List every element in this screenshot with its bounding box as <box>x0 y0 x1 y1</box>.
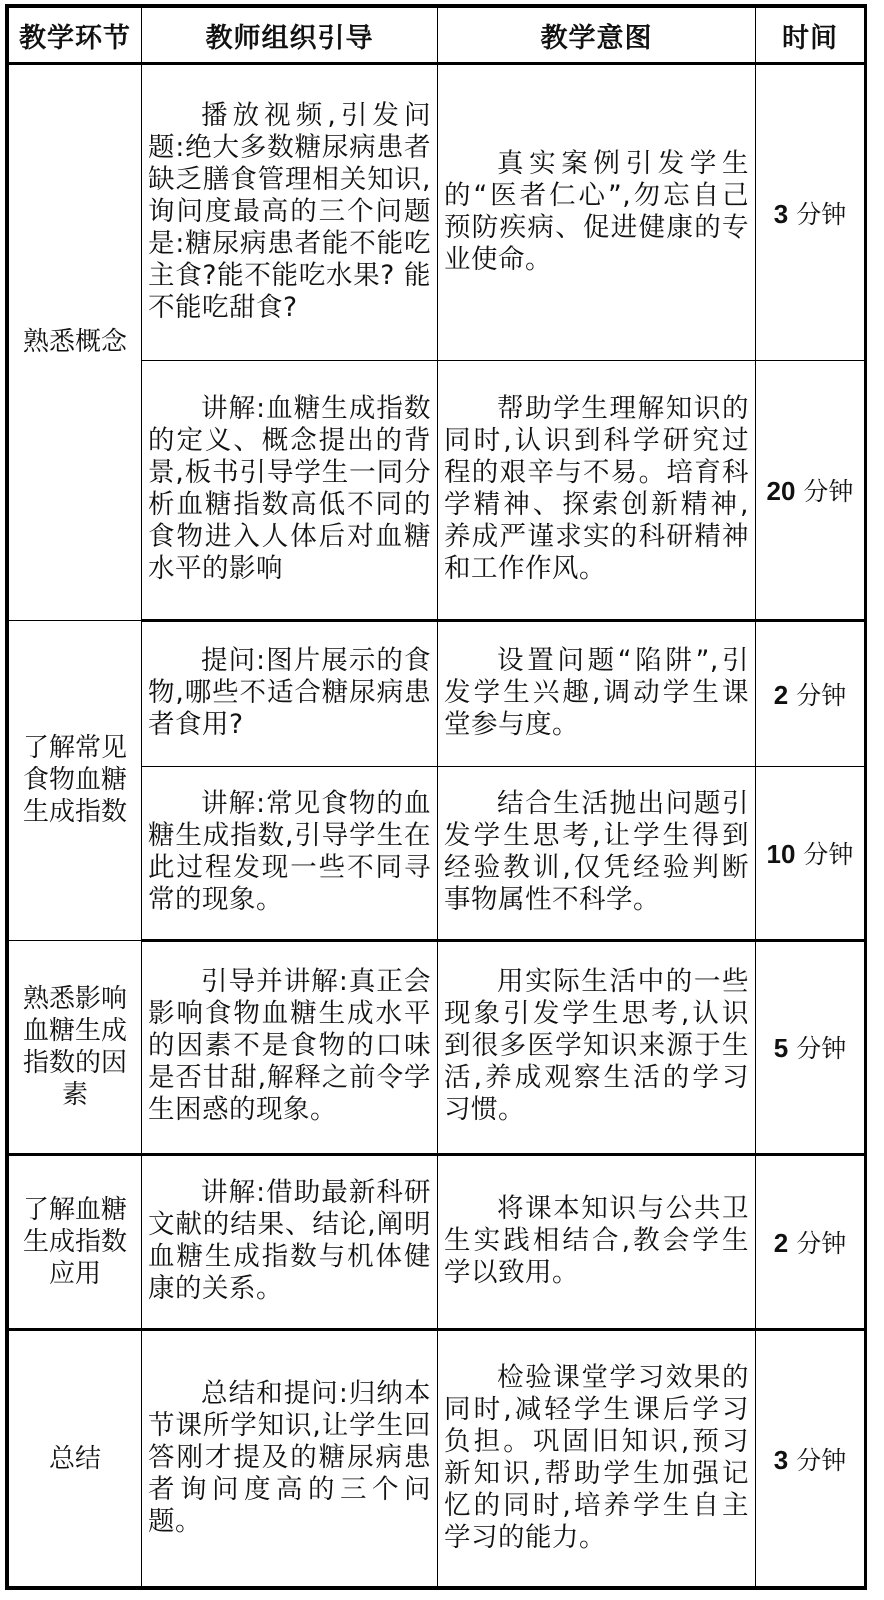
time-cell <box>756 1155 865 1330</box>
teaching-intent-cell: 结合生活抛出问题引发学生思考,让学生得到经验教训,仅凭经验判断事物属性不科学。 <box>438 767 756 940</box>
teaching-intent-cell: 帮助学生理解知识的同时,认识到科学研究过程的艰辛与不易。培育科学精神、探索创新精神,养成严谨求实的科研精神和工作作风。 <box>438 361 756 621</box>
teacher-guidance-cell: 提问:图片展示的食物,哪些不适合糖尿病患者食用? <box>142 620 438 767</box>
stage-cell: 了解常见食物血糖生成指数 <box>9 620 142 940</box>
time-unit: 分钟 <box>796 199 847 229</box>
time-number: 5 <box>773 1033 789 1064</box>
time-unit: 分钟 <box>796 1229 847 1259</box>
time-cell <box>756 767 865 940</box>
lesson-plan-table-frame <box>5 4 867 1590</box>
stage-cell: 熟悉概念 <box>9 64 142 621</box>
header-teaching-intent: 教学意图 <box>438 8 756 64</box>
time-unit: 分钟 <box>796 1034 847 1064</box>
table-row <box>9 1155 865 1330</box>
teacher-guidance-cell: 讲解:常见食物的血糖生成指数,引导学生在此过程发现一些不同寻常的现象。 <box>142 767 438 940</box>
time-number: 2 <box>773 680 789 711</box>
time-cell <box>756 620 865 767</box>
time-number: 3 <box>773 198 789 229</box>
time-unit: 分钟 <box>803 477 854 507</box>
stage-cell: 熟悉影响血糖生成指数的因素 <box>9 940 142 1155</box>
time-number: 20 <box>766 476 796 507</box>
table-row <box>9 940 865 1155</box>
teacher-guidance-cell: 讲解:借助最新科研文献的结果、结论,阐明血糖生成指数与机体健康的关系。 <box>142 1155 438 1330</box>
time-cell <box>756 940 865 1155</box>
teaching-intent-cell: 检验课堂学习效果的同时,减轻学生课后学习负担。巩固旧知识,预习新知识,帮助学生加强记忆的同时,培养学生自主学习的能力。 <box>438 1330 756 1587</box>
time-unit: 分钟 <box>796 681 847 711</box>
time-number: 10 <box>766 838 796 869</box>
teaching-intent-cell: 真实案例引发学生的“医者仁心”,勿忘自己预防疾病、促进健康的专业使命。 <box>438 64 756 361</box>
header-time: 时间 <box>756 8 865 64</box>
table-row <box>9 620 865 767</box>
table-header-row <box>9 8 865 64</box>
time-unit: 分钟 <box>796 1445 847 1475</box>
teacher-guidance-cell: 播放视频,引发问题:绝大多数糖尿病患者缺乏膳食管理相关知识,询问度最高的三个问题是:糖尿病患者能不能吃主食?能不能吃水果? 能不能吃甜食? <box>142 64 438 361</box>
time-number: 3 <box>773 1444 789 1475</box>
time-unit: 分钟 <box>803 839 854 869</box>
header-teacher-guidance: 教师组织引导 <box>142 8 438 64</box>
table-row <box>9 1330 865 1587</box>
table-row <box>9 64 865 361</box>
teaching-intent-cell: 用实际生活中的一些现象引发学生思考,认识到很多医学知识来源于生活,养成观察生活的学习习惯。 <box>438 940 756 1155</box>
time-cell <box>756 64 865 361</box>
time-cell <box>756 361 865 621</box>
teacher-guidance-cell: 总结和提问:归纳本节课所学知识,让学生回答刚才提及的糖尿病患者询问度高的三个问题。 <box>142 1330 438 1587</box>
stage-cell: 了解血糖生成指数应用 <box>9 1155 142 1330</box>
teaching-intent-cell: 将课本知识与公共卫生实践相结合,教会学生学以致用。 <box>438 1155 756 1330</box>
stage-cell: 总结 <box>9 1330 142 1587</box>
teaching-intent-cell: 设置问题“陷阱”,引发学生兴趣,调动学生课堂参与度。 <box>438 620 756 767</box>
teacher-guidance-cell: 引导并讲解:真正会影响食物血糖生成水平的因素不是食物的口味是否甘甜,解释之前令学生困惑的现象。 <box>142 940 438 1155</box>
time-cell <box>756 1330 865 1587</box>
time-number: 2 <box>773 1228 789 1259</box>
teacher-guidance-cell: 讲解:血糖生成指数的定义、概念提出的背景,板书引导学生一同分析血糖指数高低不同的食物进入人体后对血糖水平的影响 <box>142 361 438 621</box>
lesson-plan-table <box>8 7 865 1587</box>
header-stage: 教学环节 <box>9 8 142 64</box>
